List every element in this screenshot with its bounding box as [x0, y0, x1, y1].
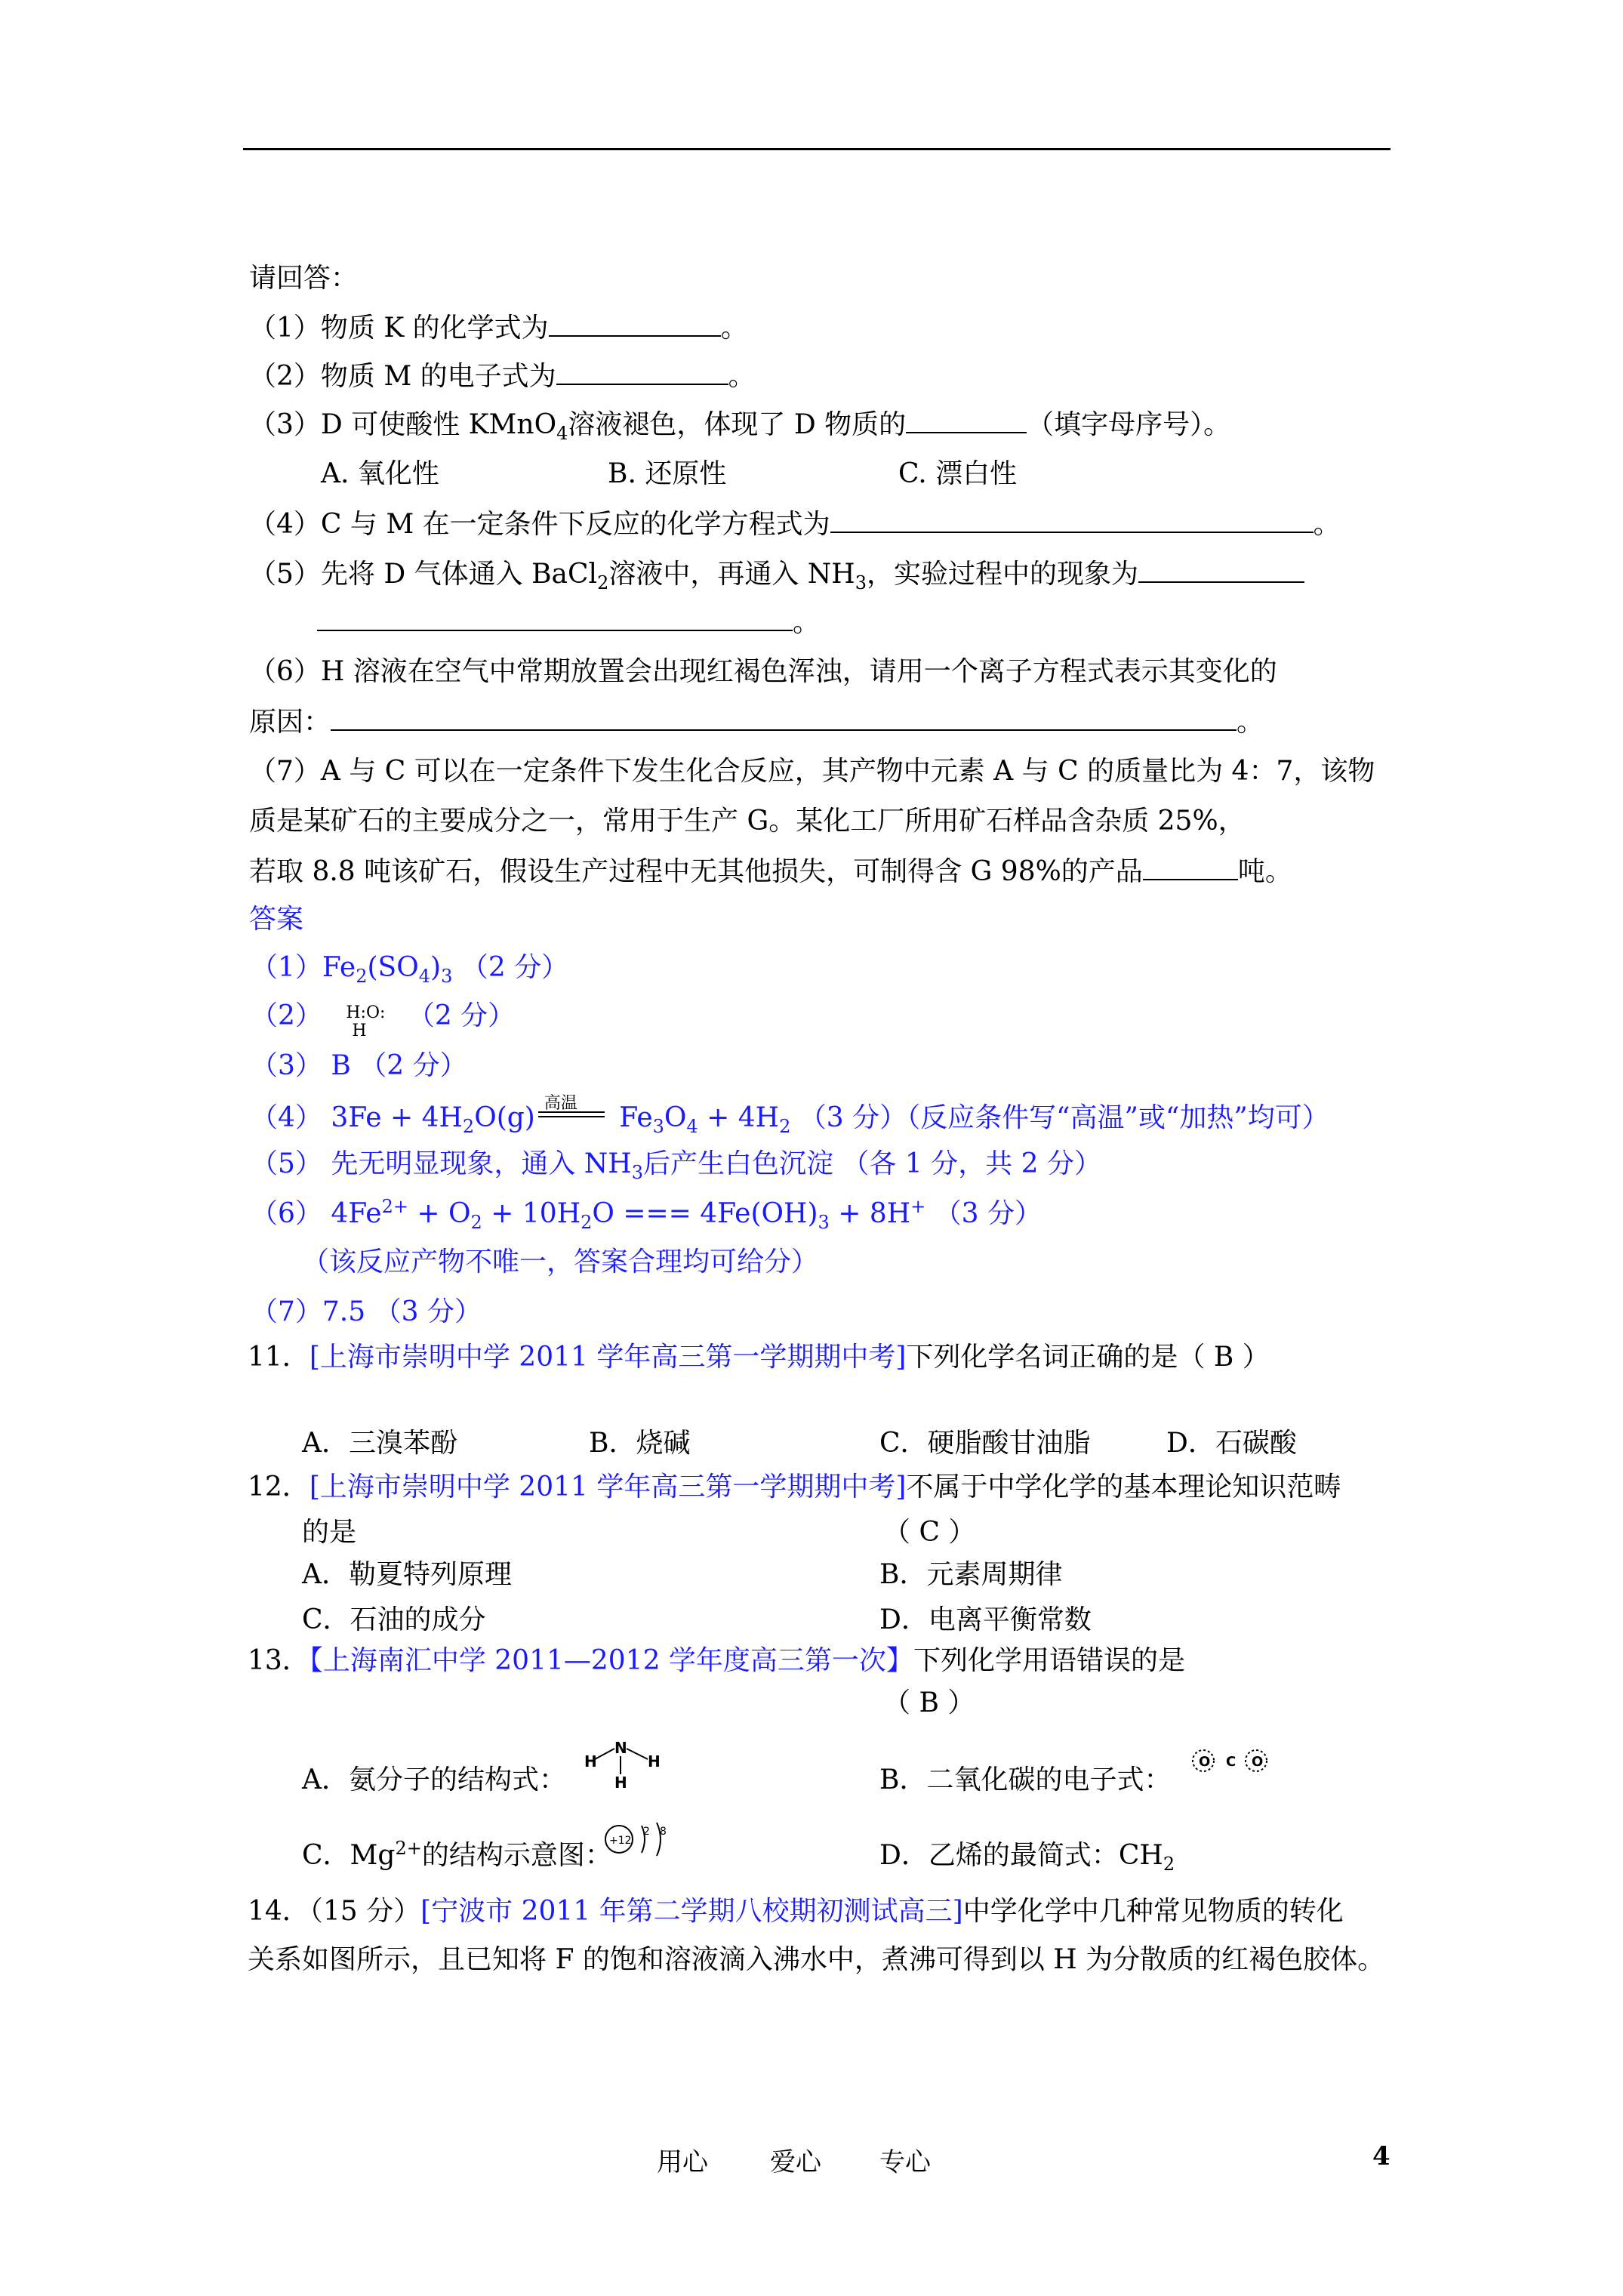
question-11-options: A．三溴苯酚 B．烧碱 C．硬脂酸甘油脂 D．石碳酸 — [302, 1428, 1297, 1459]
svg-text:8: 8 — [660, 1826, 667, 1838]
answer-4: （4） $3Fe + 4H_2O(g)$ 高温 $Fe_3O_4 + 4H_2$ （3 分）（反应条件写“高温”或“加热”均可） — [251, 1094, 1329, 1138]
answer-5: （5） 先无明显现象，通入 $NH_3$后产生白色沉淀 （各 1 分，共 2 分） — [251, 1148, 1101, 1184]
svg-text:+12: +12 — [609, 1835, 632, 1847]
footer-item-3: 专心 — [879, 2147, 931, 2177]
question-6-line1: （6）H 溶液在空气中常期放置会出现红褐色浑浊，请用一个离子方程式表示其变化的 — [249, 656, 1277, 687]
footer-item-2: 爱心 — [770, 2147, 821, 2177]
reaction-condition: 高温 — [535, 1096, 611, 1126]
svg-text:O: O — [1252, 1754, 1264, 1770]
question-12-source: [上海市崇明中学 2011 学年高三第一学期期中考] — [309, 1472, 907, 1502]
question-7-line1: （7）A 与 C 可以在一定条件下发生化合反应，其产物中元素 A 与 C 的质量比为 4：7，该物 — [249, 756, 1375, 787]
answer-6-note: （该反应产物不唯一，答案合理均可给分） — [302, 1247, 819, 1277]
answer-7: （7）7.5 （3 分） — [251, 1296, 482, 1327]
answer-heading: 答案 — [249, 904, 304, 935]
question-4: （4）C 与 M 在一定条件下反应的化学方程式为 。 — [249, 506, 1341, 543]
question-5-cont: 。 — [317, 604, 820, 641]
svg-text:2: 2 — [643, 1826, 650, 1838]
question-13-option-b: B．二氧化碳的电子式： — [879, 1764, 1172, 1795]
option-a: A. 氧化性 — [321, 458, 439, 489]
question-12-options-row1: A．勒夏特列原理 B．元素周期律 — [302, 1559, 1063, 1590]
question-12-options-row2: C．石油的成分 D．电离平衡常数 — [302, 1604, 1092, 1635]
question-7-line3: 若取 8.8 吨该矿石，假设生产过程中无其他损失，可制得含 G 98%的产品 吨。 — [249, 853, 1292, 890]
answer-6: （6） $4Fe^{2+} + O_2 + 10H_2O$ === $4Fe(OH)_3 + 8H^+$ （3 分） — [251, 1196, 1042, 1234]
question-14-source: [宁波市 2011 年第二学期八校期初测试高三] — [420, 1896, 963, 1927]
question-6-line2: 原因： 。 — [249, 704, 1264, 741]
question-13-option-d: D．乙烯的最简式：$CH_2$ — [879, 1840, 1175, 1875]
page-number: 4 — [1372, 2141, 1390, 2171]
svg-text:C: C — [1226, 1754, 1236, 1770]
question-13-source: 【上海南汇中学 2011—2012 学年度高三第一次】 — [309, 1645, 913, 1676]
answer-2: （2） H:O: H （2 分） — [251, 998, 515, 1034]
ammonia-structure-figure — [581, 1734, 664, 1794]
question-12: 12．[上海市崇明中学 2011 学年高三第一学期期中考]不属于中学化学的基本理论知识范畴 — [248, 1472, 1341, 1502]
question-13-option-a: A．氨分子的结构式： — [302, 1764, 566, 1795]
question-13-option-c: C．$Mg^{2+}$的结构示意图： — [302, 1838, 612, 1871]
question-5: （5）先将 D 气体通入 BaCl$_2$溶液中，再通入 $NH_3$，实验过程中的现象为 — [249, 556, 1304, 593]
question-14-line2: 关系如图所示，且已知将 F 的饱和溶液滴入沸水中，煮沸可得到以 H 为分散质的红褐色胶体。 — [248, 1944, 1385, 1975]
intro-text: 请回答： — [249, 263, 359, 294]
option-c: C. 漂白性 — [898, 458, 1018, 489]
question-11-source: [上海市崇明中学 2011 学年高三第一学期期中考] — [309, 1342, 907, 1373]
question-14: 14．（15 分）[宁波市 2011 年第二学期八校期初测试高三]中学化学中几种常见物质的转化 — [248, 1896, 1344, 1927]
co2-electron-formula-figure — [1187, 1738, 1277, 1783]
question-7-line2: 质是某矿石的主要成分之一，常用于生产 G。某化工厂所用矿石样品含杂质 25%， — [249, 806, 1246, 837]
answer-3: （3） B （2 分） — [251, 1050, 467, 1081]
question-13: 13．【上海南汇中学 2011—2012 学年度高三第一次】下列化学用语错误的是 — [248, 1645, 1185, 1676]
svg-text:H: H — [584, 1752, 597, 1771]
question-13-answer: （ B ） — [883, 1687, 975, 1718]
option-b: B. 还原性 — [608, 458, 727, 489]
question-12-line2: 的是 （ C ） — [302, 1517, 976, 1548]
question-3: （3）D 可使酸性 KMnO$_4$溶液褪色，体现了 D 物质的 （填字母序号）。 — [249, 406, 1230, 443]
svg-text:H: H — [614, 1774, 627, 1792]
mg-ion-structure-figure — [598, 1820, 688, 1872]
question-11: 11．[上海市崇明中学 2011 学年高三第一学期期中考]下列化学名词正确的是（ B ） — [248, 1342, 1270, 1373]
header-rule — [243, 148, 1390, 150]
svg-text:O: O — [1199, 1754, 1211, 1770]
footer-item-1: 用心 — [657, 2147, 708, 2177]
question-2: （2）物质 M 的电子式为 。 — [249, 358, 756, 395]
question-1: （1）物质 K 的化学式为 。 — [249, 310, 748, 347]
water-electron-formula: H:O: H — [346, 1003, 386, 1040]
svg-text:H: H — [648, 1752, 661, 1771]
svg-text:N: N — [614, 1739, 627, 1757]
answer-1: $(1)Fe_2(SO_4)_3$ （2 分） — [251, 952, 569, 988]
